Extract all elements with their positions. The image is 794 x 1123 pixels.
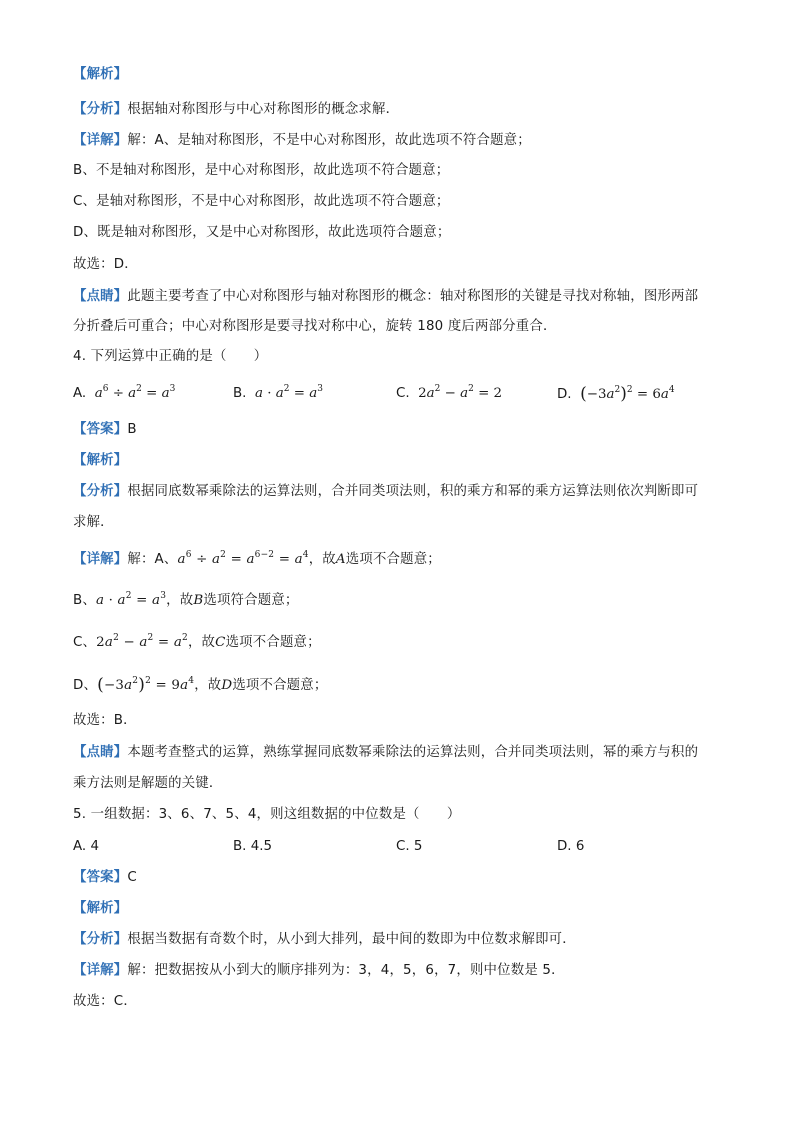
xiangjie-tag: 【详解】 — [73, 133, 128, 148]
line-prefix: C、 — [73, 635, 97, 650]
q4-dianjing-1 — [73, 744, 698, 762]
xiangjie-tag: 【详解】 — [73, 963, 128, 978]
q4-option-c — [396, 385, 502, 403]
option-formula: $(-3a^2)^2 = 6a^4$ — [580, 384, 675, 404]
q4-line-d — [73, 676, 327, 695]
line-formula: $a^6 \div a^2 = a^{6-2} = a^4$ — [177, 550, 309, 567]
option-formula: $2a^2 - a^2 = 2$ — [413, 384, 503, 401]
line-suffix: ，故 — [166, 593, 194, 608]
line-suffix: ，故 — [194, 678, 222, 693]
option-label: B. — [233, 386, 247, 401]
fenxi-text: 根据同底数幂乘除法的运算法则，合并同类项法则，积的乘方和幂的乘方运算法则依次判断即可 — [127, 484, 699, 499]
fenxi-text: 根据轴对称图形与中心对称图形的概念求解． — [127, 102, 400, 117]
option-formula: $a^6 \div a^2 = a^3$ — [94, 384, 176, 401]
q4-fenxi-2: 求解． — [73, 515, 114, 530]
line-formula: $(-3a^2)^2 = 9a^4$ — [97, 675, 195, 695]
q3-line-d: D、既是轴对称图形，又是中心对称图形，故此选项符合题意； — [73, 225, 451, 240]
q5-option-c: C. 5 — [396, 839, 423, 854]
line-suffix: 选项不合题意； — [232, 678, 328, 693]
q5-xiangjie — [73, 962, 565, 980]
option-letter: A — [335, 552, 346, 567]
answer-tag: 【答案】 — [73, 422, 128, 437]
line-suffix: ，故 — [308, 552, 336, 567]
option-formula: $a \cdot a^2 = a^3$ — [254, 384, 323, 401]
q4-xiangjie-a — [73, 551, 441, 569]
line-suffix: ，故 — [187, 635, 216, 650]
option-label: A. — [73, 386, 87, 401]
line-suffix: 选项不合题意； — [345, 552, 441, 567]
line-formula: $a \cdot a^2 = a^3$ — [95, 591, 167, 608]
q4-line-c — [73, 634, 321, 652]
xiangjie-text: 解：A、是轴对称图形，不是中心对称图形，故此选项不符合题意； — [127, 133, 531, 148]
q4-jiexi-heading — [73, 452, 127, 470]
fenxi-tag: 【分析】 — [73, 484, 128, 499]
jiexi-tag: 【解析】 — [73, 453, 128, 468]
q5-jiexi-heading — [73, 900, 127, 918]
jiexi-tag: 【解析】 — [73, 901, 128, 916]
option-label: D. — [557, 387, 572, 402]
line-suffix: 选项不合题意； — [225, 635, 321, 650]
q3-line-c: C、是轴对称图形，不是中心对称图形，故此选项不符合题意； — [73, 194, 450, 209]
q4-choose: 故选：B． — [73, 713, 137, 728]
q5-option-a: A. 4 — [73, 839, 99, 854]
q3-fenxi — [73, 101, 399, 119]
q5-fenxi — [73, 931, 576, 949]
option-letter: D — [221, 678, 233, 693]
q4-answer — [73, 421, 137, 439]
fenxi-tag: 【分析】 — [73, 932, 128, 947]
dianjing-tag: 【点睛】 — [73, 745, 128, 760]
line-prefix: B、 — [73, 593, 96, 608]
answer-value: C — [127, 870, 137, 885]
q3-jiexi-heading — [73, 66, 127, 84]
option-letter: B — [193, 593, 204, 608]
q3-line-b: B、不是轴对称图形，是中心对称图形，故此选项不符合题意； — [73, 163, 450, 178]
fenxi-text: 根据当数据有奇数个时，从小到大排列，最中间的数即为中位数求解即可． — [127, 932, 576, 947]
q3-dianjing-1 — [73, 288, 698, 306]
line-prefix: 解：A、 — [127, 552, 178, 567]
dianjing-text: 本题考查整式的运算，熟练掌握同底数幂乘除法的运算法则，合并同类项法则，幂的乘方与积的 — [127, 745, 699, 760]
q4-dianjing-2: 乘方法则是解题的关键． — [73, 776, 223, 791]
q4-stem: 4. 下列运算中正确的是（ ） — [73, 349, 268, 364]
line-suffix: 选项符合题意； — [203, 593, 299, 608]
q5-stem: 5. 一组数据：3、6、7、5、4，则这组数据的中位数是（ ） — [73, 807, 461, 822]
dianjing-text: 此题主要考查了中心对称图形与轴对称图形的概念：轴对称图形的关键是寻找对称轴，图形两部 — [127, 289, 699, 304]
dianjing-tag: 【点睛】 — [73, 289, 128, 304]
option-letter: C — [215, 635, 226, 650]
q5-answer — [73, 869, 137, 887]
q4-line-b — [73, 592, 299, 610]
q5-option-b: B. 4.5 — [233, 839, 272, 854]
q4-option-b — [233, 385, 323, 403]
line-formula: $2a^2 - a^2 = a^2$ — [96, 633, 188, 650]
line-prefix: D、 — [73, 678, 98, 693]
q3-choose: 故选：D． — [73, 257, 138, 272]
q5-option-d: D. 6 — [557, 839, 585, 854]
q4-fenxi-1 — [73, 483, 698, 501]
fenxi-tag: 【分析】 — [73, 102, 128, 117]
xiangjie-tag: 【详解】 — [73, 552, 128, 567]
q3-xiangjie — [73, 132, 531, 150]
q4-option-d — [557, 385, 675, 404]
q3-dianjing-2: 分折叠后可重合；中心对称图形是要寻找对称中心，旋转 180 度后两部分重合． — [73, 319, 557, 334]
answer-value: B — [127, 422, 137, 437]
q4-option-a — [73, 385, 175, 403]
q5-choose: 故选：C． — [73, 994, 137, 1009]
answer-tag: 【答案】 — [73, 870, 128, 885]
xiangjie-text: 解：把数据按从小到大的顺序排列为：3，4，5，6，7，则中位数是 5． — [127, 963, 565, 978]
option-label: C. — [396, 386, 410, 401]
jiexi-tag: 【解析】 — [73, 67, 128, 82]
